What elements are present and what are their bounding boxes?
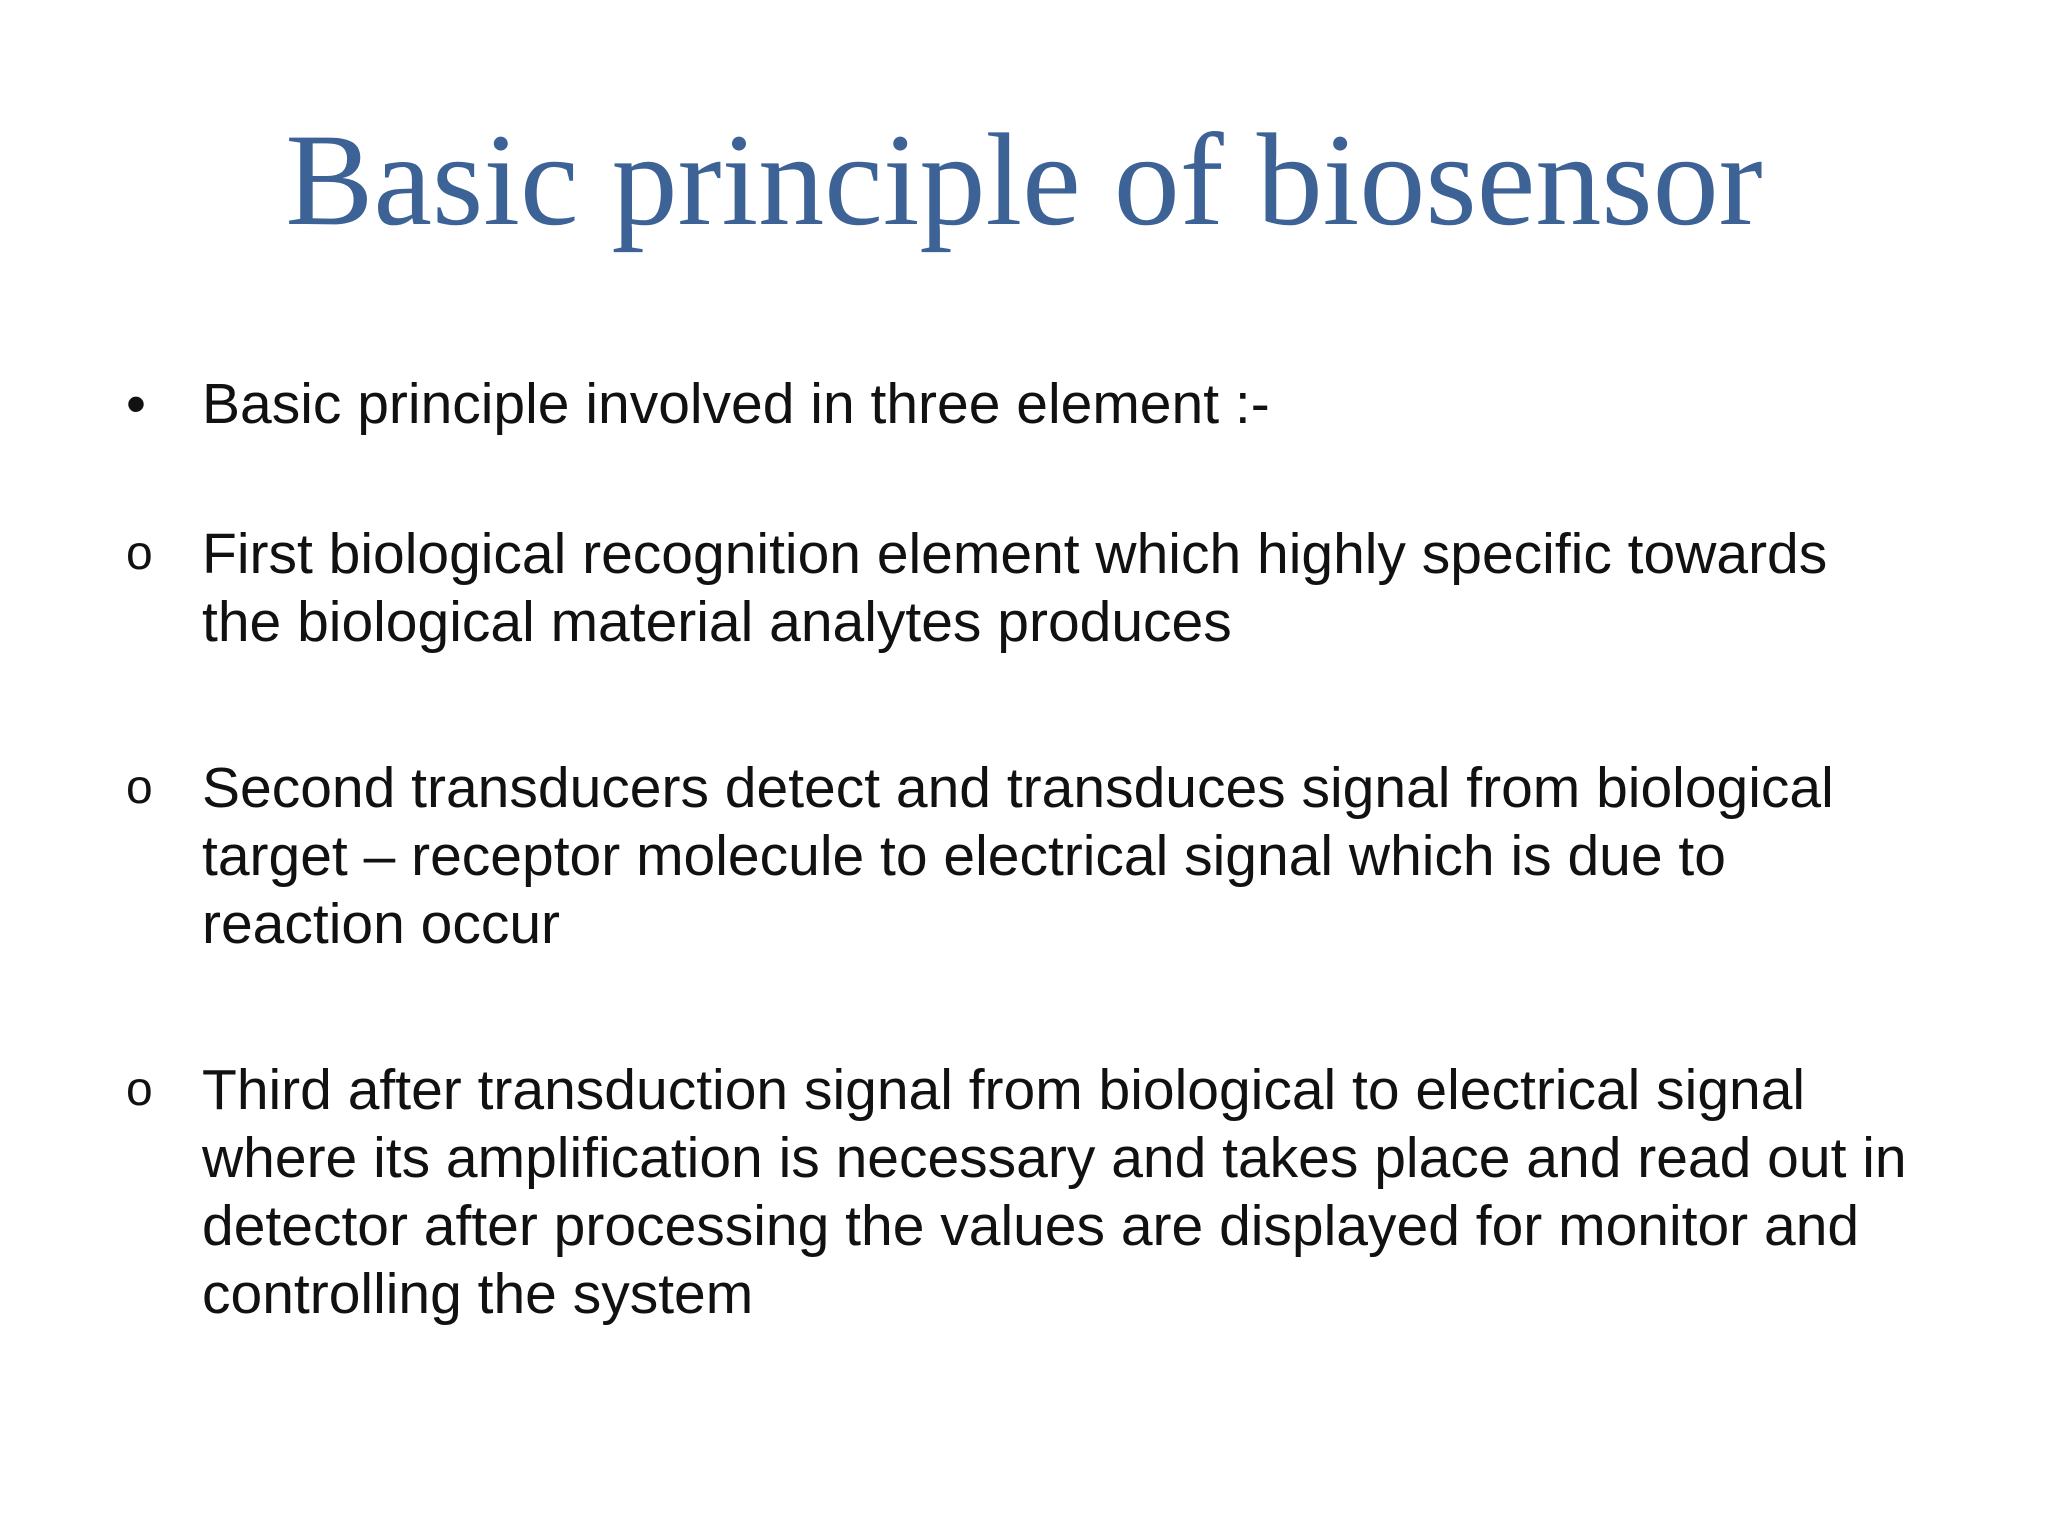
- slide-title: Basic principle of biosensor: [285, 106, 1763, 253]
- sub-bullet-marker: o: [126, 761, 153, 814]
- sub-bullet-marker: o: [126, 1063, 153, 1116]
- sub-bullet-marker: o: [126, 527, 153, 580]
- bullet-marker: •: [126, 372, 146, 436]
- sub-bullet-text: Third after transduction signal from biological to electrical signal where its amplification is necessary and takes place and read out in detector after processing the values are displayed for monitor and controlling the system: [202, 1058, 1907, 1326]
- sub-bullet-text: First biological recognition element which highly specific towards the biological material analytes produces: [202, 522, 1828, 654]
- bullet-text: Basic principle involved in three element :-: [202, 372, 1270, 436]
- sub-bullet-text: Second transducers detect and transduces signal from biological target – receptor molecule to electrical signal which is due to reaction occur: [202, 756, 1834, 956]
